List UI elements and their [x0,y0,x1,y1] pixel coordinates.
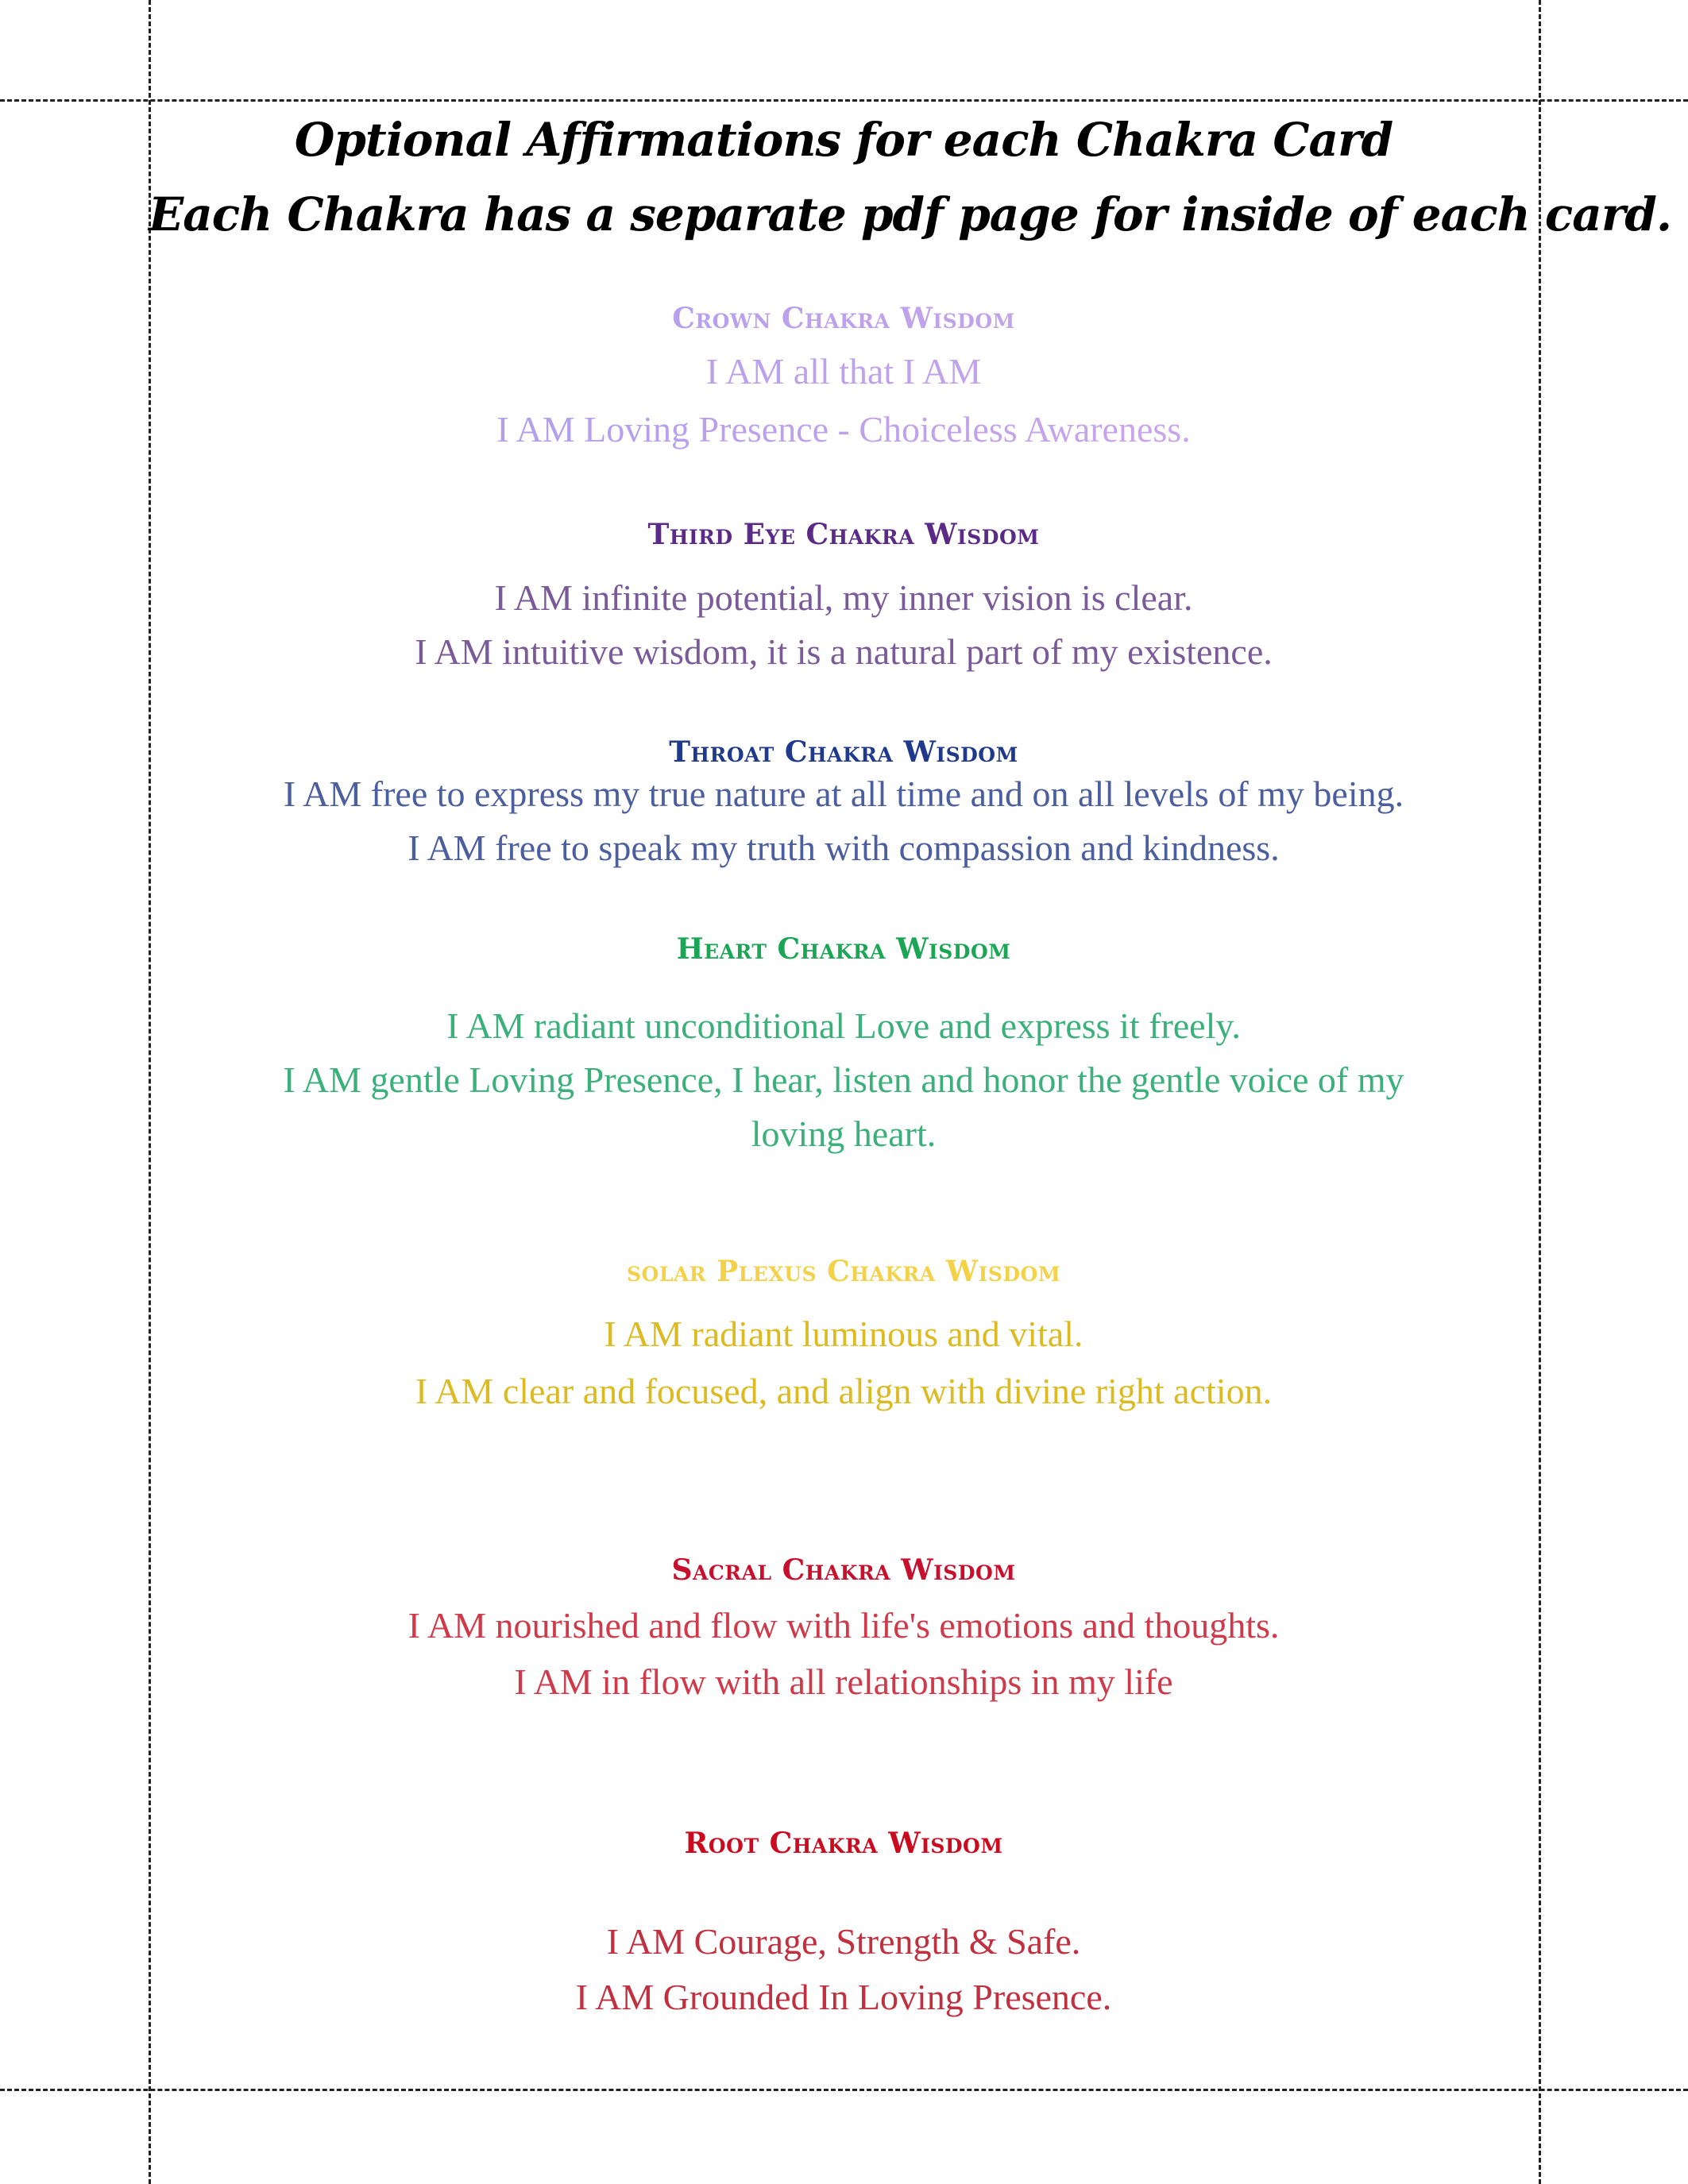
cut-line-top [0,99,1688,102]
cut-line-bottom [0,2089,1688,2091]
section-heading-sacral: Sacral Chakra Wisdom [671,1553,1016,1587]
affirmation-third-eye-1: I AM infinite potential, my inner vision is clear. [494,577,1193,618]
section-heading-solar-plexus: solar Plexus Chakra Wisdom [626,1255,1061,1288]
affirmation-sacral-1: I AM nourished and flow with life's emotions and thoughts. [408,1605,1280,1646]
affirmation-solar-plexus-2: I AM clear and focused, and align with divine right action. [415,1371,1273,1411]
affirmation-sacral-2: I AM in flow with all relationships in my life [514,1661,1173,1702]
affirmation-throat-2: I AM free to speak my truth with compassion and kindness. [408,828,1280,868]
section-heading-heart: Heart Chakra Wisdom [676,932,1011,966]
affirmation-heart-2: I AM gentle Loving Presence, I hear, listen and honor the gentle voice of my [283,1059,1404,1100]
affirmation-throat-1: I AM free to express my true nature at all time and on all levels of my being. [283,774,1404,814]
affirmation-root-2: I AM Grounded In Loving Presence. [575,1977,1112,2017]
affirmation-heart-1: I AM radiant unconditional Love and express it freely. [446,1005,1241,1046]
affirmation-root-1: I AM Courage, Strength & Safe. [606,1921,1081,1962]
affirmation-crown-2: I AM Loving Presence - Choiceless Awareness. [149,408,1539,450]
cut-line-right [1539,0,1541,2184]
page-title-line-2: Each Chakra has a separate pdf page for inside of each card. [149,187,1672,241]
affirmation-crown-1: I AM all that I AM [149,350,1539,392]
section-heading-root: Root Chakra Wisdom [684,1827,1003,1860]
section-heading-throat: Throat Chakra Wisdom [669,735,1018,769]
affirmation-heart-3: loving heart. [751,1113,937,1154]
page-title-line-1: Optional Affirmations for each Chakra Card [294,113,1393,167]
section-heading-crown: Crown Chakra Wisdom [149,302,1539,335]
affirmation-solar-plexus-1: I AM radiant luminous and vital. [604,1314,1083,1354]
section-heading-third-eye: Third Eye Chakra Wisdom [647,518,1040,551]
affirmation-third-eye-2: I AM intuitive wisdom, it is a natural part of my existence. [415,631,1273,672]
